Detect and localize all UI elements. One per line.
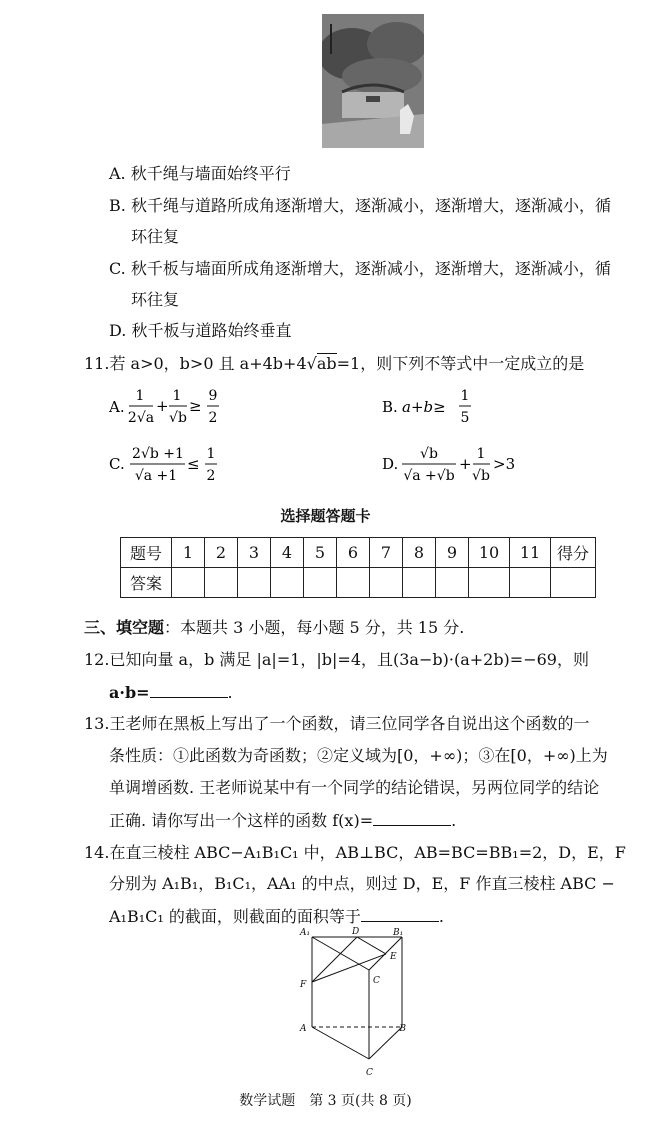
answer-input-cell[interactable] [370, 568, 403, 598]
answer-card-title: 选择题答题卡 [280, 507, 371, 525]
q10-option-c: C. 秋千板与墙面所成角逐渐增大，逐渐减小，逐渐增大，逐渐减小，循 [109, 259, 611, 278]
label-d: D [352, 927, 360, 937]
q11-a-formula [109, 385, 259, 429]
q11-a-f2-den: √b [169, 410, 187, 426]
answer-input-cell[interactable] [510, 568, 551, 598]
label-c-bottom: C [366, 1068, 373, 1078]
label-e: E [390, 952, 397, 962]
q11-c-formula [109, 442, 249, 488]
q14-answer-blank[interactable] [361, 905, 439, 922]
q14-line1: 14.在直三棱柱 ABC−A₁B₁C₁ 中，AB⊥BC，AB=BC=BB₁=2，D，E，F [84, 843, 626, 862]
q11-d-label: D. [382, 455, 399, 473]
q11-d-rel: >3 [493, 455, 516, 473]
answer-card-cell: 6 [337, 538, 370, 568]
q11-d-f2-num: 1 [476, 446, 486, 462]
q14-line2: 分别为 A₁B₁，B₁C₁，AA₁ 的中点，则过 D，E，F 作直三棱柱 ABC − [109, 874, 615, 893]
q10-option-b: B. 秋千绳与道路所成角逐渐增大，逐渐减小，逐渐增大，逐渐减小，循 [109, 196, 611, 215]
answer-input-cell[interactable] [403, 568, 436, 598]
q11-c-rhs-num: 1 [206, 446, 216, 462]
q11-b-lhs: a+b≥ [402, 398, 446, 416]
q11-a-rhs-den: 2 [208, 410, 218, 426]
q11-a-rel: ≥ [189, 397, 202, 415]
q11-d-f1-den: √a +√b [403, 468, 455, 484]
q11-c-rhs-den: 2 [206, 468, 216, 484]
page-footer: 数学试题 第 3 页(共 8 页) [239, 1093, 412, 1109]
answer-card-cell: 9 [436, 538, 469, 568]
q11-c-label: C. [109, 455, 125, 473]
q11-a-f1-den: 2√a [127, 410, 155, 426]
q14-line3: A₁B₁C₁ 的截面，则截面的面积等于 . [109, 907, 444, 926]
answer-card-cell: 11 [510, 538, 551, 568]
prism-diagram [296, 925, 406, 1080]
q11-option-a [109, 385, 259, 433]
q11-option-d [382, 442, 542, 492]
answer-card-cell: 1 [172, 538, 205, 568]
answer-input-cell[interactable] [304, 568, 337, 598]
q11-b-label: B. [382, 398, 398, 416]
q12-line2: a·b= . [109, 683, 233, 702]
q12-line1: 12.已知向量 a，b 满足 |a|=1，|b|=4，且(3a−b)·(a+2b)=−69，则 [84, 650, 589, 669]
q11-a-rhs-num: 9 [208, 388, 218, 404]
q10-option-b-cont: 环往复 [131, 227, 180, 246]
label-c-top: C [373, 976, 380, 986]
q11-d-f1-num: √b [420, 446, 438, 462]
q11-b-rhs-num: 1 [460, 388, 470, 404]
answer-card-cell: 3 [238, 538, 271, 568]
q11-c-rel: ≤ [187, 455, 200, 473]
sqrt-symbol: √ [306, 354, 317, 373]
answer-input-cell[interactable] [436, 568, 469, 598]
answer-card-cell: 10 [469, 538, 510, 568]
label-f: F [300, 980, 307, 990]
q11-d-plus: + [459, 455, 472, 473]
q11-c-den: √a +1 [134, 468, 178, 484]
q11-stem: 11.若 a>0，b>0 且 a+4b+4√ab=1，则下列不等式中一定成立的是 [84, 354, 585, 373]
answer-card-row-numbers [121, 538, 596, 568]
q11-a-f2-num: 1 [172, 388, 182, 404]
answer-input-cell[interactable] [469, 568, 510, 598]
answer-card-cell: 5 [304, 538, 337, 568]
label-b1: B₁ [393, 928, 404, 938]
q11-a-label: A. [109, 398, 125, 416]
answer-input-cell[interactable] [205, 568, 238, 598]
q12-answer-blank[interactable] [150, 681, 228, 698]
answer-input-cell[interactable] [172, 568, 205, 598]
q11-d-formula [382, 442, 542, 488]
q13-answer-blank[interactable] [373, 809, 451, 826]
answer-input-cell[interactable] [337, 568, 370, 598]
q10-option-d: D. 秋千板与道路始终垂直 [109, 321, 292, 340]
q11-b-rhs-den: 5 [460, 410, 470, 426]
answer-card-cell: 8 [403, 538, 436, 568]
q11-d-f2-den: √b [472, 468, 490, 484]
q11-a-plus: + [156, 397, 169, 415]
answer-card-cell: 题号 [121, 538, 172, 568]
q13-line2: 条性质：①此函数为奇函数；②定义域为[0，+∞)；③在[0，+∞)上为 [109, 746, 608, 765]
answer-card-cell: 得分 [551, 538, 596, 568]
answer-card-row-answers [121, 568, 596, 598]
section-3-heading: 三、填空题：本题共 3 小题，每小题 5 分，共 15 分. [84, 618, 465, 637]
answer-card-cell: 答案 [121, 568, 172, 598]
score-input-cell[interactable] [551, 568, 596, 598]
q11-b-formula [382, 385, 492, 429]
answer-input-cell[interactable] [238, 568, 271, 598]
q11-option-c [109, 442, 249, 492]
label-b: B [399, 1024, 406, 1034]
answer-card-table [120, 537, 596, 598]
q10-option-c-cont: 环往复 [131, 290, 180, 309]
q13-line4: 正确. 请你写出一个这样的函数 f(x)= . [109, 811, 457, 830]
answer-card-cell: 4 [271, 538, 304, 568]
q11-c-num: 2√b +1 [132, 446, 184, 462]
label-a: A [300, 1024, 307, 1034]
label-a1: A₁ [300, 928, 311, 938]
q11-a-f1-num: 1 [135, 388, 145, 404]
q13-line1: 13.王老师在黑板上写出了一个函数，请三位同学各自说出这个函数的一 [84, 714, 590, 733]
q11-option-b [382, 385, 492, 433]
illustration-painting [322, 14, 424, 148]
prism-figure [296, 925, 406, 1084]
q13-line3: 单调增函数. 王老师说某中有一个同学的结论错误，另两位同学的结论 [109, 778, 600, 797]
answer-card-cell: 7 [370, 538, 403, 568]
painting-graphic [322, 14, 424, 148]
q10-option-a: A. 秋千绳与墙面始终平行 [109, 164, 291, 183]
answer-input-cell[interactable] [271, 568, 304, 598]
answer-card-cell: 2 [205, 538, 238, 568]
